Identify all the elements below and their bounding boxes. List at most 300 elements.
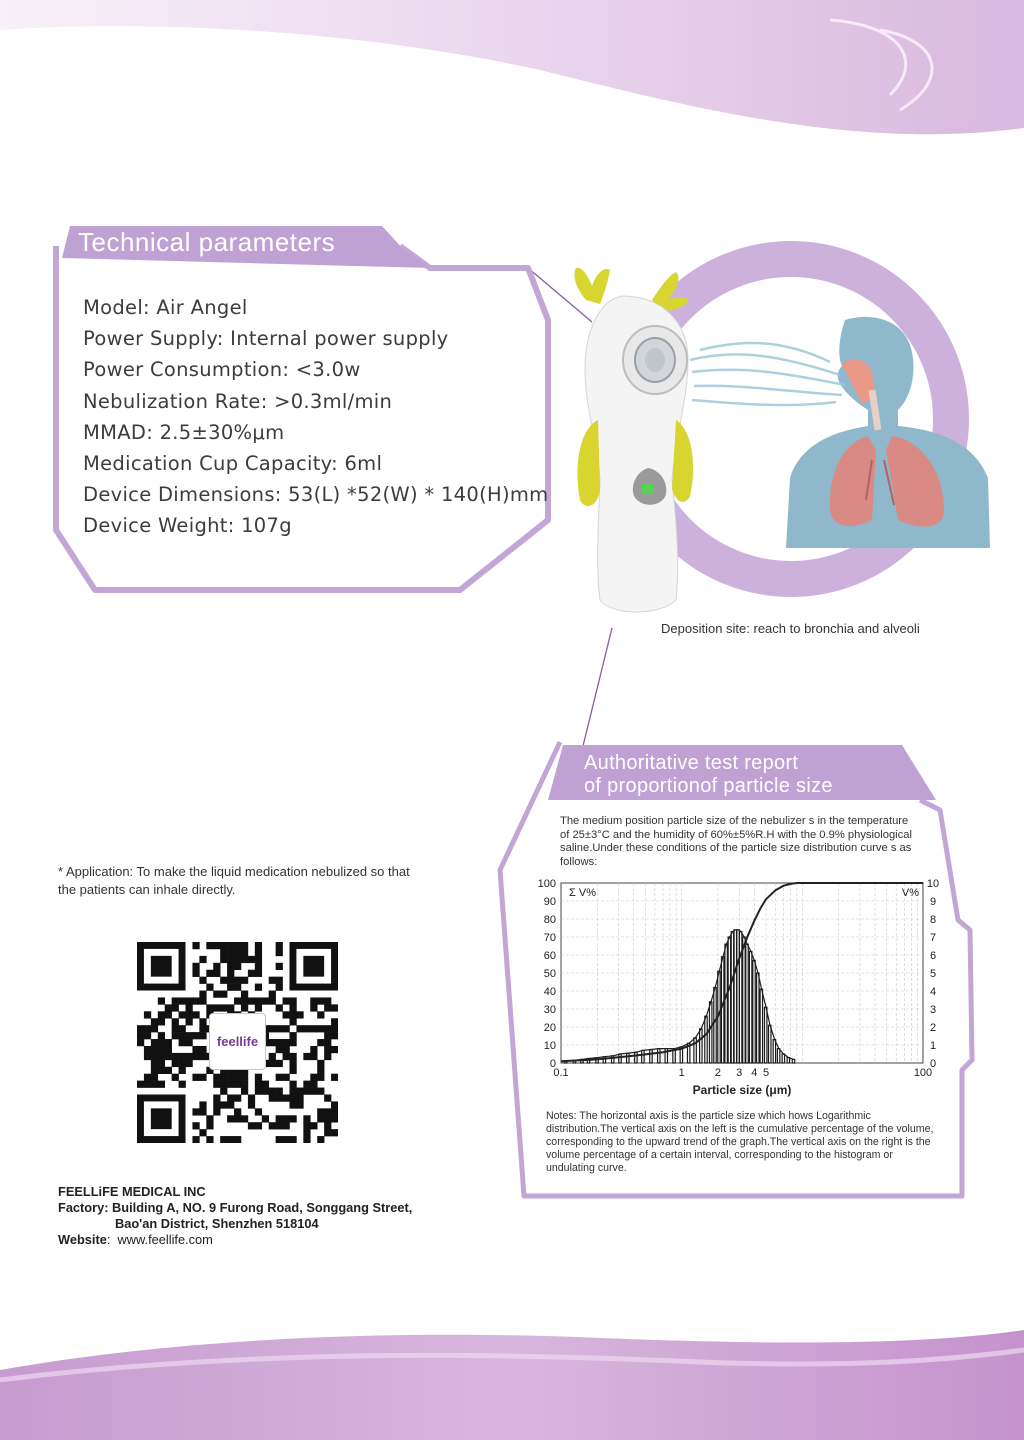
qr-module xyxy=(220,949,227,956)
left-tick-label: 40 xyxy=(543,986,556,998)
qr-center-logo xyxy=(209,1013,266,1070)
right-tick-label: 7 xyxy=(929,932,937,944)
qr-module xyxy=(206,984,213,991)
qr-module xyxy=(199,1074,206,1081)
left-tick-label: 0 xyxy=(549,1058,556,1070)
qr-module xyxy=(283,1094,290,1101)
qr-module xyxy=(310,1053,317,1060)
qr-module xyxy=(317,1115,324,1122)
qr-module xyxy=(269,1094,276,1101)
left-tick-label: 60 xyxy=(543,950,556,962)
qr-module xyxy=(227,949,234,956)
qr-module xyxy=(276,1060,283,1067)
qr-module xyxy=(192,970,199,977)
qr-module xyxy=(276,942,283,949)
left-tick-label: 10 xyxy=(543,1040,556,1052)
deposition-caption: Deposition site: reach to bronchia and alveoli xyxy=(661,621,920,636)
histogram-bar xyxy=(769,1025,771,1063)
qr-module xyxy=(289,997,296,1004)
qr-module xyxy=(186,1032,193,1039)
qr-module xyxy=(289,1088,296,1095)
qr-module xyxy=(283,1053,290,1060)
qr-module xyxy=(186,1018,193,1025)
qr-module xyxy=(317,1136,324,1143)
histogram-bar xyxy=(753,960,755,1063)
qr-module xyxy=(234,1081,241,1088)
report-intro: The medium position particle size of the nebulizer s in the temperature of 25±3°C and the humidity of 60%±5%R.H with the 0.9% physiological saline.Under these conditions of the particle size distribution curve s as follows: xyxy=(560,815,912,869)
qr-module xyxy=(199,997,206,1004)
histogram-bar xyxy=(760,989,762,1063)
qr-module xyxy=(192,1074,199,1081)
application-note: * Application: To make the liquid medication nebulized so that the patients can inhale directly. xyxy=(58,864,410,897)
param-power-consumption: Power Consumption: <3.0w xyxy=(83,358,361,382)
x-tick-label: 4 xyxy=(751,1067,758,1079)
qr-finder-inner xyxy=(151,1108,172,1129)
qr-module xyxy=(172,997,179,1004)
qr-module xyxy=(289,1053,296,1060)
qr-module xyxy=(213,970,220,977)
qr-module xyxy=(241,949,248,956)
qr-module xyxy=(213,991,220,998)
qr-module xyxy=(276,1046,283,1053)
qr-module xyxy=(303,1081,310,1088)
qr-module xyxy=(179,1081,186,1088)
qr-module xyxy=(192,1108,199,1115)
qr-module xyxy=(241,1074,248,1081)
param-mmad: MMAD: 2.5±30%μm xyxy=(83,420,285,444)
qr-module xyxy=(234,1074,241,1081)
qr-module xyxy=(186,1039,193,1046)
histogram-bar xyxy=(650,1050,652,1064)
param-model: Model: Air Angel xyxy=(83,296,248,319)
qr-module xyxy=(199,1101,206,1108)
qr-module xyxy=(283,1136,290,1143)
qr-module xyxy=(269,991,276,998)
qr-module xyxy=(151,1081,158,1088)
qr-module xyxy=(234,1115,241,1122)
qr-module xyxy=(324,1046,331,1053)
qr-module xyxy=(227,1115,234,1122)
qr-module xyxy=(192,1032,199,1039)
qr-module xyxy=(269,1060,276,1067)
report-notes: Notes: The horizontal axis is the particle size which hows Logarithmic distribution.The vertical axis on the left is the cumulative percentage of the volume, corresponding to the upward trend of the graph.The vertical axis on the right is the volume percentage of a certain interval, corresponding to the histogram or undulating curve. xyxy=(546,1110,934,1174)
qr-module xyxy=(192,1011,199,1018)
left-tick-label: 50 xyxy=(543,968,556,980)
qr-module xyxy=(289,1136,296,1143)
qr-module xyxy=(206,1115,213,1122)
qr-module xyxy=(269,1039,276,1046)
qr-module xyxy=(317,1039,324,1046)
qr-module xyxy=(151,1060,158,1067)
qr-module xyxy=(324,1053,331,1060)
qr-module xyxy=(213,1094,220,1101)
qr-module xyxy=(158,1039,165,1046)
website-row xyxy=(58,1232,412,1248)
qr-module xyxy=(262,997,269,1004)
qr-module xyxy=(317,1067,324,1074)
histogram-bar xyxy=(619,1054,621,1063)
qr-module xyxy=(227,1081,234,1088)
right-tick-label: 2 xyxy=(929,1022,937,1034)
qr-module xyxy=(206,942,213,949)
qr-module xyxy=(158,1067,165,1074)
qr-module xyxy=(227,1094,234,1101)
qr-module xyxy=(255,1004,262,1011)
qr-module xyxy=(324,1122,331,1129)
qr-module xyxy=(241,997,248,1004)
qr-module xyxy=(331,1108,338,1115)
report-title-line2: of proportionof particle size xyxy=(584,775,833,797)
qr-module xyxy=(220,977,227,984)
qr-module xyxy=(234,963,241,970)
report-title xyxy=(584,752,833,798)
qr-module xyxy=(234,956,241,963)
qr-module xyxy=(227,977,234,984)
qr-module xyxy=(206,1122,213,1129)
qr-module xyxy=(269,977,276,984)
qr-module xyxy=(296,1094,303,1101)
qr-module xyxy=(310,1004,317,1011)
histogram-bar xyxy=(792,1059,794,1063)
right-tick-label: 4 xyxy=(929,986,937,998)
qr-module xyxy=(158,1046,165,1053)
qr-module xyxy=(276,1004,283,1011)
top-wave xyxy=(0,0,1024,134)
qr-module xyxy=(269,1053,276,1060)
qr-module xyxy=(220,1004,227,1011)
qr-module xyxy=(227,942,234,949)
tech-parameters-list xyxy=(83,292,548,542)
histogram-bar xyxy=(635,1052,637,1063)
right-tick-label: 10 xyxy=(926,878,940,890)
qr-module xyxy=(310,1088,317,1095)
qr-module xyxy=(289,1081,296,1088)
qr-module xyxy=(151,1046,158,1053)
qr-module xyxy=(172,1004,179,1011)
qr-module xyxy=(324,1039,331,1046)
param-weight: Device Weight: 107g xyxy=(83,514,292,538)
qr-module xyxy=(227,956,234,963)
qr-module xyxy=(137,1025,144,1032)
qr-module xyxy=(206,1004,213,1011)
histogram-bar xyxy=(746,944,748,1063)
qr-module xyxy=(324,1094,331,1101)
qr-module xyxy=(310,1081,317,1088)
qr-module xyxy=(199,1018,206,1025)
qr-module xyxy=(324,1115,331,1122)
qr-module xyxy=(165,1046,172,1053)
qr-module xyxy=(199,1053,206,1060)
qr-module xyxy=(151,1018,158,1025)
qr-module xyxy=(137,1039,144,1046)
qr-module xyxy=(276,977,283,984)
qr-module xyxy=(289,1032,296,1039)
qr-module xyxy=(324,1108,331,1115)
qr-module xyxy=(283,1046,290,1053)
qr-module xyxy=(289,1039,296,1046)
qr-module xyxy=(255,997,262,1004)
qr-module xyxy=(331,1004,338,1011)
x-tick-label: 1 xyxy=(678,1067,685,1079)
qr-module xyxy=(213,1074,220,1081)
histogram-bar xyxy=(773,1040,775,1063)
qr-module xyxy=(289,1018,296,1025)
qr-module xyxy=(165,1011,172,1018)
qr-module xyxy=(227,1101,234,1108)
qr-module xyxy=(234,977,241,984)
qr-module xyxy=(186,997,193,1004)
qr-module xyxy=(137,1032,144,1039)
qr-module xyxy=(255,963,262,970)
qr-module xyxy=(158,997,165,1004)
histogram-bar xyxy=(731,932,733,1063)
qr-module xyxy=(234,1108,241,1115)
report-title-line1: Authoritative test report xyxy=(584,752,799,774)
qr-module xyxy=(248,1101,255,1108)
qr-module xyxy=(158,1011,165,1018)
qr-module xyxy=(289,1094,296,1101)
qr-module xyxy=(192,963,199,970)
qr-module xyxy=(255,970,262,977)
qr-module xyxy=(276,1115,283,1122)
qr-module xyxy=(296,1025,303,1032)
qr-module xyxy=(241,977,248,984)
qr-module xyxy=(324,1032,331,1039)
qr-module xyxy=(220,1074,227,1081)
qr-module xyxy=(227,1004,234,1011)
qr-module xyxy=(289,1060,296,1067)
qr-module xyxy=(303,1136,310,1143)
qr-module xyxy=(172,1018,179,1025)
qr-module xyxy=(165,1067,172,1074)
qr-module xyxy=(283,1122,290,1129)
qr-module xyxy=(186,1060,193,1067)
qr-module xyxy=(303,1025,310,1032)
right-tick-label: 0 xyxy=(929,1058,937,1070)
qr-module xyxy=(192,1136,199,1143)
qr-module xyxy=(179,1011,186,1018)
qr-module xyxy=(324,997,331,1004)
qr-module xyxy=(283,1115,290,1122)
qr-module xyxy=(172,1053,179,1060)
company-name: FEELLiFE MEDICAL INC xyxy=(58,1184,206,1199)
qr-module xyxy=(199,1025,206,1032)
right-tick-label: 8 xyxy=(929,914,937,926)
qr-module xyxy=(255,1122,262,1129)
qr-module xyxy=(331,1115,338,1122)
qr-module xyxy=(283,1025,290,1032)
qr-module xyxy=(199,991,206,998)
qr-module xyxy=(165,1039,172,1046)
histogram-bar xyxy=(627,1053,629,1063)
qr-module xyxy=(317,1088,324,1095)
qr-module xyxy=(283,997,290,1004)
qr-module xyxy=(199,1032,206,1039)
qr-module xyxy=(324,1025,331,1032)
qr-module xyxy=(310,1074,317,1081)
qr-module xyxy=(241,1081,248,1088)
qr-module xyxy=(186,1053,193,1060)
qr-module xyxy=(296,1011,303,1018)
qr-module xyxy=(289,1004,296,1011)
qr-module xyxy=(317,1060,324,1067)
qr-module xyxy=(241,991,248,998)
qr-module xyxy=(179,1067,186,1074)
qr-module xyxy=(262,1081,269,1088)
qr-module xyxy=(283,1074,290,1081)
qr-module xyxy=(310,1025,317,1032)
qr-module xyxy=(324,1004,331,1011)
qr-module xyxy=(213,1101,220,1108)
qr-finder-inner xyxy=(303,956,324,977)
histogram-bar xyxy=(743,937,745,1063)
qr-module xyxy=(303,1115,310,1122)
qr-module xyxy=(199,977,206,984)
histogram-bar xyxy=(721,957,723,1063)
qr-module xyxy=(192,942,199,949)
qr-module xyxy=(192,997,199,1004)
qr-module xyxy=(151,1025,158,1032)
qr-module xyxy=(179,997,186,1004)
website-label: Website xyxy=(58,1232,107,1247)
qr-module xyxy=(227,1074,234,1081)
qr-module xyxy=(289,1011,296,1018)
histogram-bar xyxy=(728,937,730,1063)
qr-module xyxy=(144,1053,151,1060)
qr-module xyxy=(213,963,220,970)
qr-module xyxy=(241,956,248,963)
histogram-bar xyxy=(782,1054,784,1063)
qr-module xyxy=(276,1122,283,1129)
qr-module xyxy=(234,942,241,949)
x-axis-label: Particle size (μm) xyxy=(692,1083,792,1097)
qr-module xyxy=(331,1032,338,1039)
qr-module xyxy=(303,1122,310,1129)
website-link[interactable]: www.feellife.com xyxy=(117,1232,213,1247)
qr-module xyxy=(276,1039,283,1046)
qr-module xyxy=(289,1067,296,1074)
qr-module xyxy=(213,942,220,949)
qr-module xyxy=(310,997,317,1004)
qr-module xyxy=(255,956,262,963)
qr-module xyxy=(248,956,255,963)
qr-module xyxy=(331,1025,338,1032)
qr-module xyxy=(248,1122,255,1129)
qr-module xyxy=(324,1129,331,1136)
left-tick-label: 100 xyxy=(537,878,556,890)
histogram-bar xyxy=(764,1007,766,1063)
qr-module xyxy=(165,1053,172,1060)
right-tick-label: 3 xyxy=(929,1004,937,1016)
histogram-bar xyxy=(777,1049,779,1063)
param-cup-capacity: Medication Cup Capacity: 6ml xyxy=(83,452,383,476)
qr-module xyxy=(276,1136,283,1143)
qr-module xyxy=(179,1060,186,1067)
histogram-bar xyxy=(709,1002,711,1063)
qr-module xyxy=(317,1011,324,1018)
qr-module xyxy=(283,1039,290,1046)
qr-module xyxy=(276,949,283,956)
qr-module xyxy=(220,1136,227,1143)
x-tick-label: 3 xyxy=(736,1067,743,1079)
qr-module xyxy=(172,1032,179,1039)
histogram-bar xyxy=(725,944,727,1063)
qr-module xyxy=(144,1032,151,1039)
qr-module xyxy=(186,1011,193,1018)
qr-module xyxy=(227,984,234,991)
qr-module xyxy=(289,1101,296,1108)
factory-address-line2: Bao'an District, Shenzhen 518104 xyxy=(115,1216,319,1231)
qr-module xyxy=(213,1004,220,1011)
qr-module xyxy=(310,1122,317,1129)
qr-module xyxy=(283,1011,290,1018)
qr-module xyxy=(331,1046,338,1053)
qr-module xyxy=(234,984,241,991)
qr-module xyxy=(151,1067,158,1074)
qr-module xyxy=(192,1046,199,1053)
qr-module xyxy=(331,1129,338,1136)
qr-module xyxy=(158,1032,165,1039)
qr-module xyxy=(172,1025,179,1032)
qr-module xyxy=(220,1101,227,1108)
qr-module xyxy=(158,1081,165,1088)
x-tick-label: 2 xyxy=(714,1067,722,1079)
qr-module xyxy=(227,970,234,977)
qr-module xyxy=(234,1136,241,1143)
right-axis-label: V% xyxy=(901,887,919,899)
right-tick-label: 5 xyxy=(929,968,937,980)
histogram-bar xyxy=(705,1016,707,1063)
mist-stream xyxy=(690,343,845,405)
factory-address-line1: Factory: Building A, NO. 9 Furong Road, Songgang Street, xyxy=(58,1200,413,1215)
qr-module xyxy=(317,997,324,1004)
qr-module xyxy=(255,1074,262,1081)
qr-module xyxy=(255,1081,262,1088)
qr-module xyxy=(144,1025,151,1032)
param-power-supply: Power Supply: Internal power supply xyxy=(83,327,449,351)
qr-module xyxy=(262,1115,269,1122)
qr-module xyxy=(248,1094,255,1101)
histogram-bar xyxy=(658,1049,660,1063)
qr-module xyxy=(276,963,283,970)
qr-module xyxy=(220,991,227,998)
qr-module xyxy=(179,1025,186,1032)
right-tick-label: 9 xyxy=(929,896,937,908)
qr-module xyxy=(179,1039,186,1046)
qr-module xyxy=(151,1039,158,1046)
qr-module xyxy=(303,1053,310,1060)
left-tick-label: 20 xyxy=(543,1022,556,1034)
qr-module xyxy=(255,942,262,949)
qr-module xyxy=(199,1046,206,1053)
left-tick-label: 30 xyxy=(543,1004,556,1016)
qr-module xyxy=(192,1053,199,1060)
qr-module xyxy=(179,1053,186,1060)
qr-finder-inner xyxy=(151,956,172,977)
qr-module xyxy=(227,1136,234,1143)
qr-module xyxy=(144,1046,151,1053)
qr-module xyxy=(255,1088,262,1095)
qr-module xyxy=(186,1004,193,1011)
qr-module xyxy=(165,1004,172,1011)
qr-module xyxy=(234,949,241,956)
histogram-bar xyxy=(749,951,751,1063)
histogram-bar xyxy=(642,1050,644,1063)
qr-module xyxy=(144,1011,151,1018)
qr-module xyxy=(303,1088,310,1095)
qr-module xyxy=(199,1129,206,1136)
qr-module xyxy=(213,1108,220,1115)
